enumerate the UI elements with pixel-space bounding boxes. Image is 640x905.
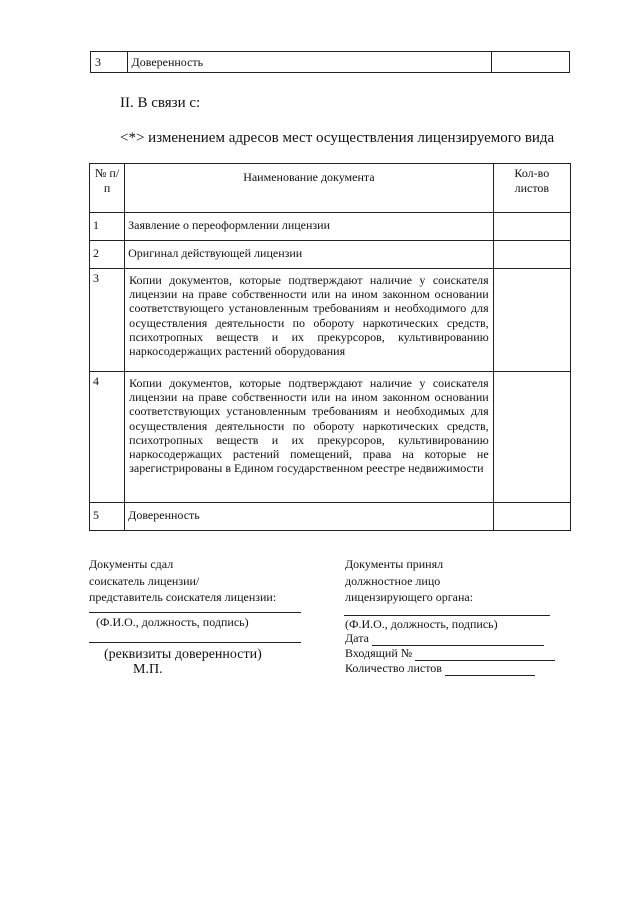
row-number: 3 <box>90 269 125 372</box>
document-name: Заявление о переоформлении лицензии <box>125 213 494 241</box>
proxy-line <box>89 642 301 643</box>
date-label: Дата <box>345 631 369 645</box>
document-name: Оригинал действующей лицензии <box>125 241 494 269</box>
incoming-blank <box>415 648 555 661</box>
sheet-count-cell <box>492 52 570 73</box>
submitted-by-line3: представитель соискателя лицензии: <box>89 590 277 604</box>
documents-table <box>89 163 571 531</box>
table-row <box>90 269 571 372</box>
sheets-blank <box>445 663 535 676</box>
sheet-count-cell <box>493 269 570 372</box>
table-row <box>91 52 570 73</box>
section-subheading: <*> изменением адресов мест осуществления лицензируемого вида <box>120 130 555 146</box>
signature-line <box>344 615 550 616</box>
submitted-by-line1: Документы сдал <box>89 557 174 571</box>
incoming-number-field <box>345 646 555 661</box>
section-heading: II. В связи с: <box>120 95 201 111</box>
received-by-line1: Документы принял <box>345 557 444 571</box>
sheet-count-cell <box>493 503 570 531</box>
proxy-caption: (реквизиты доверенности) <box>104 647 262 662</box>
fio-caption-left: (Ф.И.О., должность, подпись) <box>96 615 249 629</box>
table-row <box>90 241 571 269</box>
document-name: Доверенность <box>125 503 494 531</box>
sheets-label: Количество листов <box>345 661 442 675</box>
document-name: Копии документов, которые подтверждают наличие у соискателя лицензии на праве собственности или на ином законном основании соответствующего установленным требованиям и необходимого для осуществления деятельности по обороту наркотических средств, психотропных веществ и их прекурсоров, культивированию наркосодержащих растений оборудования <box>125 269 494 372</box>
sheet-count-cell <box>493 213 570 241</box>
table-row <box>90 213 571 241</box>
date-blank <box>372 633 544 646</box>
sheet-count-field <box>345 661 535 676</box>
document-name: Доверенность <box>127 52 492 73</box>
fio-caption-right: (Ф.И.О., должность, подпись) <box>345 617 498 631</box>
header-count: Кол-во листов <box>493 164 570 213</box>
top-table-fragment <box>90 51 570 73</box>
incoming-label: Входящий № <box>345 646 413 660</box>
table-row <box>90 503 571 531</box>
row-number: 2 <box>90 241 125 269</box>
header-name: Наименование документа <box>125 164 494 213</box>
received-by-line3: лицензирующего органа: <box>345 590 474 604</box>
sheet-count-cell <box>493 372 570 503</box>
row-number: 3 <box>91 52 128 73</box>
date-field <box>345 631 544 646</box>
table-row <box>90 372 571 503</box>
received-by-line2: должностное лицо <box>345 573 441 588</box>
table-header-row <box>90 164 571 213</box>
signature-line <box>89 612 301 613</box>
row-number: 1 <box>90 213 125 241</box>
row-number: 5 <box>90 503 125 531</box>
stamp-label: М.П. <box>133 662 163 677</box>
sheet-count-cell <box>493 241 570 269</box>
submitted-by-block <box>89 556 276 606</box>
received-by-block <box>345 556 473 606</box>
header-num: № п/п <box>90 164 125 213</box>
submitted-by-line2: соискатель лицензии/ <box>89 573 200 588</box>
document-name: Копии документов, которые подтверждают наличие у соискателя лицензии на праве собственности или на ином законном основании соответствующих установленным требованиям и необходимых для осуществления деятельности по обороту наркотических средств, психотропных веществ и их прекурсоров, культивированию наркосодержащих растений помещений, права на которые не зарегистрированы в Едином государственном реестре недвижимости <box>125 372 494 503</box>
row-number: 4 <box>90 372 125 503</box>
